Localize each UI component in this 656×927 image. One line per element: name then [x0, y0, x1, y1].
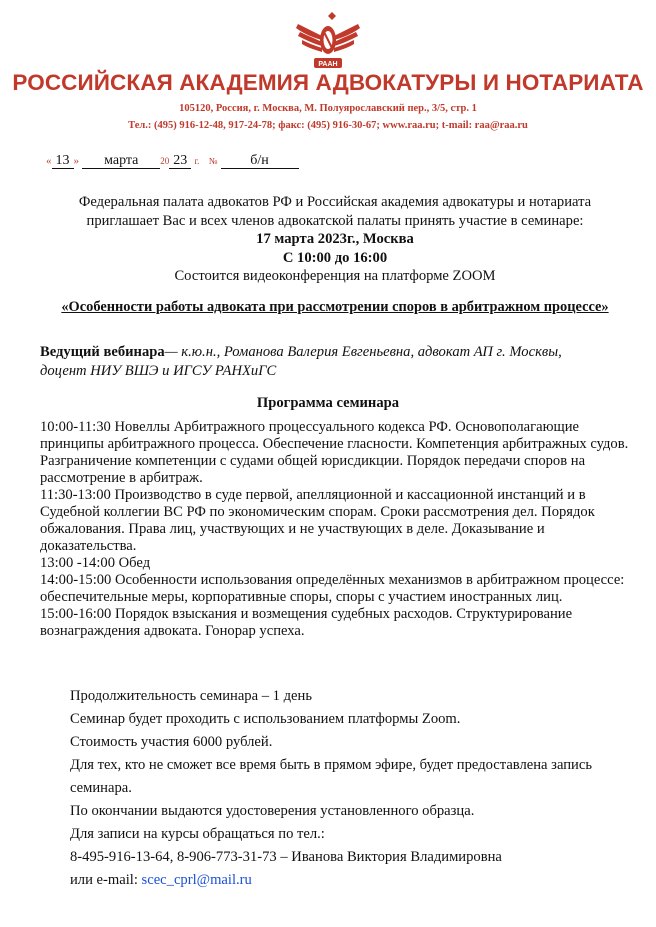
organization-address: 105120, Россия, г. Москва, М. Полуярославский пер., 3/5, стр. 1	[179, 103, 477, 114]
year-label: г.	[194, 156, 200, 166]
date-month: марта	[82, 154, 160, 169]
number-label: №	[208, 156, 218, 166]
letter-number: б/н	[221, 154, 299, 169]
email-line	[70, 869, 640, 892]
seminar-title: «Особенности работы адвоката при рассмотрении споров в арбитражном процессе»	[61, 299, 609, 315]
certificate-text: По окончании выдаются удостоверения установленного образца.	[70, 803, 475, 819]
organization-name: РОССИЙСКАЯ АКАДЕМИЯ АДВОКАТУРЫ И НОТАРИАТА	[12, 70, 644, 95]
program-item: 15:00-16:00 Порядок взыскания и возмещения судебных расходов. Структурирование вознаграждения адвоката. Гонорар успеха.	[40, 606, 573, 639]
organization-contacts: Тел.: (495) 916-12-48, 917-24-78; факс: (495) 916-30-67; www.raa.ru; t-mail: raa@raa.ru	[128, 120, 528, 131]
program-item: 13:00 -14:00 Обед	[40, 555, 151, 571]
program-item: 14:00-15:00 Особенности использования определённых механизмов в арбитражном процессе: обеспечительные меры, корпоративные споры, споры с участием иностранных лиц.	[40, 572, 625, 605]
seminar-time: С 10:00 до 16:00	[282, 249, 388, 266]
phones-text: 8-495-916-13-64, 8-906-773-31-73 – Иванова Виктория Владимировна	[70, 849, 502, 865]
invitation-intro	[40, 193, 630, 286]
platform-text: Семинар будет проходить с использованием платформы Zoom.	[70, 711, 461, 727]
seminar-leader	[40, 343, 630, 380]
seminar-details	[70, 685, 640, 892]
intro-line-2: приглашает Вас и всех членов адвокатской палаты принять участие в семинаре:	[86, 212, 584, 229]
program-item: 10:00-11:30 Новеллы Арбитражного процессуального кодекса РФ. Основополагающие принципы арбитражного процесса. Обеспечение гласности. Компетенция арбитражных судов. Разграничение компетенции с судами общей юрисдикции. Порядок передачи споров на рассмотрение в арбитраж.	[40, 419, 629, 486]
leader-text: — к.ю.н., Романова Валерия Евгеньевна, адвокат АП г. Москвы,	[164, 344, 562, 360]
leader-text-2: доцент НИУ ВШЭ и ИГСУ РАНХиГС	[40, 362, 277, 379]
signup-text: Для записи на курсы обращаться по тел.:	[70, 826, 325, 842]
intro-line-1: Федеральная палата адвокатов РФ и Российская академия адвокатуры и нотариата	[78, 194, 592, 210]
email-prefix: или e-mail:	[70, 872, 142, 888]
logo-text: РААН	[318, 61, 338, 68]
program-title: Программа семинара	[256, 395, 400, 411]
date-day: 13	[52, 154, 74, 169]
recording-text: Для тех, кто не сможет все время быть в прямом эфире, будет предоставлена запись семинара.	[70, 757, 592, 796]
seminar-date: 17 марта 2023г., Москва	[256, 231, 414, 247]
seminar-platform: Состоится видеоконференция на платформе ZOOM	[174, 268, 496, 284]
duration-text: Продолжительность семинара – 1 день	[70, 688, 312, 704]
date-year-prefix: 20	[160, 156, 170, 166]
letter-dateline: « 13 » марта 20 23 г. № б/н	[46, 152, 299, 169]
program-list	[40, 419, 630, 640]
academy-logo	[292, 10, 364, 76]
email-link[interactable]: scec_cprl@mail.ru	[141, 872, 252, 888]
program-item: 11:30-13:00 Производство в суде первой, апелляционной и кассационной инстанций и в Судебной коллегии ВС РФ по экономическим спорам. Сроки рассмотрения дел. Порядок обжалования. Права лиц, участвующих и не участвующих в деле. Доказывание и доказательства.	[40, 487, 595, 554]
cost-text: Стоимость участия 6000 рублей.	[70, 734, 273, 750]
leader-label: Ведущий вебинара	[40, 344, 165, 360]
date-year: 23	[169, 154, 191, 169]
